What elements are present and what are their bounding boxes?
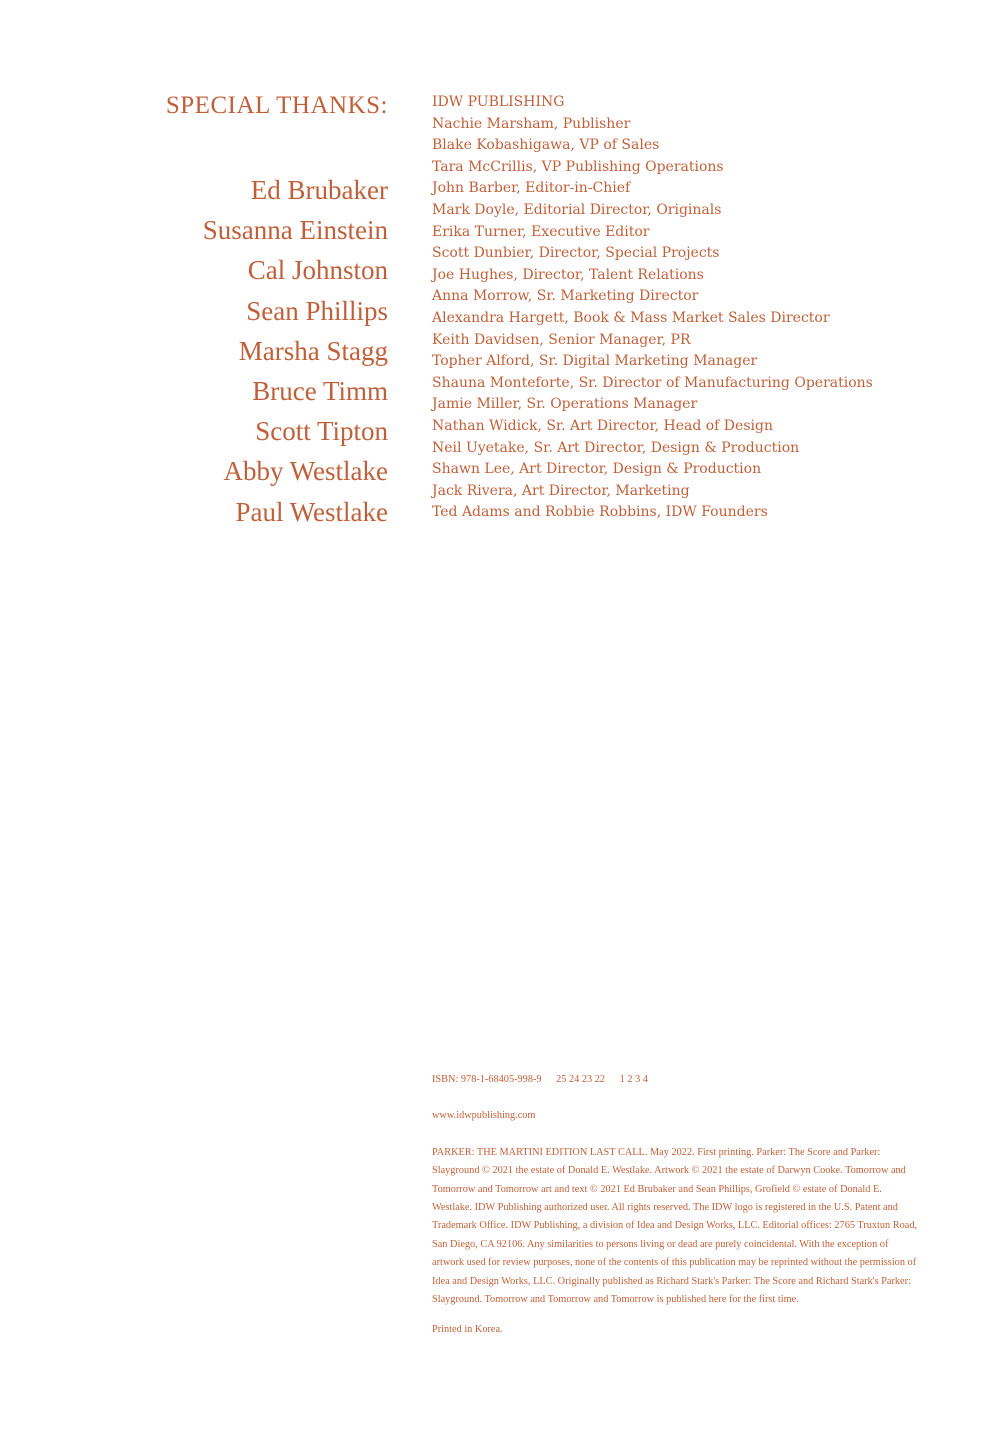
staff-credit: Shawn Lee, Art Director, Design & Production bbox=[432, 461, 762, 478]
isbn: ISBN: 978-1-68405-998-9 bbox=[432, 1074, 542, 1085]
thanks-name: Cal Johnston bbox=[247, 255, 388, 286]
thanks-name: Scott Tipton bbox=[255, 416, 388, 447]
special-thanks-section bbox=[60, 90, 388, 532]
idw-publishing-header: IDW PUBLISHING bbox=[432, 94, 565, 110]
print-run: 1 2 3 4 bbox=[619, 1074, 648, 1085]
printed-in: Printed in Korea. bbox=[432, 1324, 503, 1336]
staff-credit: Joe Hughes, Director, Talent Relations bbox=[432, 266, 704, 283]
staff-credit: Keith Davidsen, Senior Manager, PR bbox=[432, 331, 691, 348]
indicia-section bbox=[432, 1071, 922, 1340]
idw-staff-section bbox=[432, 92, 952, 524]
thanks-name: Abby Westlake bbox=[223, 456, 388, 487]
staff-credit: Anna Morrow, Sr. Marketing Director bbox=[432, 288, 699, 305]
staff-credit: Scott Dunbier, Director, Special Projects bbox=[432, 245, 720, 262]
publisher-website: www.idwpublishing.com bbox=[432, 1110, 536, 1122]
special-thanks-heading: SPECIAL THANKS: bbox=[165, 92, 388, 119]
staff-credit: Nachie Marsham, Publisher bbox=[432, 115, 631, 132]
thanks-name: Ed Brubaker bbox=[250, 175, 388, 205]
print-years: 25 24 23 22 bbox=[556, 1074, 606, 1085]
thanks-name: Marsha Stagg bbox=[238, 335, 388, 366]
staff-credit: Erika Turner, Executive Editor bbox=[432, 223, 650, 240]
copyright-notice: PARKER: THE MARTINI EDITION LAST CALL. May 2022. First printing. Parker: The Score and Parker: Slayground © 2021 the estate of Donald E. Westlake. Artwork © 2021 the estate of Darwyn Cooke. Tomorrow and Tomorrow and Tomorrow art and text © 2021 Ed Brubaker and Sean Phillips, Grofield © estate of Donald E. Westlake. IDW Publishing authorized user. All rights reserved. The IDW logo is registered in the U.S. Patent and Trademark Office. IDW Publishing, a division of Idea and Design Works, LLC. Editorial offices: 2765 Truxtun Road, San Diego, CA 92106. Any similarities to persons living or dead are purely coincidental. With the exception of artwork used for review purposes, none of the contents of this publication may be reprinted without the permission of Idea and Design Works, LLC. Originally published as Richard Stark's Parker: The Score and Richard Stark's Parker: Slayground. Tomorrow and Tomorrow and Tomorrow is published here for the first time. bbox=[432, 1146, 918, 1306]
staff-credit: Nathan Widick, Sr. Art Director, Head of Design bbox=[432, 417, 773, 434]
staff-credit: Tara McCrillis, VP Publishing Operations bbox=[432, 158, 724, 175]
staff-credit: Ted Adams and Robbie Robbins, IDW Founders bbox=[432, 504, 768, 521]
staff-credit: Mark Doyle, Editorial Director, Originals bbox=[432, 201, 722, 218]
staff-credit: John Barber, Editor-in-Chief bbox=[432, 180, 631, 197]
idw-staff-list bbox=[432, 114, 952, 524]
staff-credit: Blake Kobashigawa, VP of Sales bbox=[432, 137, 660, 154]
staff-credit: Shauna Monteforte, Sr. Director of Manufacturing Operations bbox=[432, 374, 873, 391]
isbn-line bbox=[432, 1071, 922, 1089]
staff-credit: Jamie Miller, Sr. Operations Manager bbox=[432, 396, 698, 413]
thanks-name: Susanna Einstein bbox=[202, 215, 388, 246]
thanks-name: Bruce Timm bbox=[252, 376, 388, 407]
thanks-name: Paul Westlake bbox=[235, 496, 388, 527]
staff-credit: Topher Alford, Sr. Digital Marketing Manager bbox=[432, 353, 758, 370]
special-thanks-list bbox=[60, 170, 388, 532]
staff-credit: Neil Uyetake, Sr. Art Director, Design & Production bbox=[432, 439, 800, 456]
staff-credit: Alexandra Hargett, Book & Mass Market Sales Director bbox=[432, 309, 830, 326]
staff-credit: Jack Rivera, Art Director, Marketing bbox=[432, 482, 690, 499]
thanks-name: Sean Phillips bbox=[246, 295, 388, 326]
